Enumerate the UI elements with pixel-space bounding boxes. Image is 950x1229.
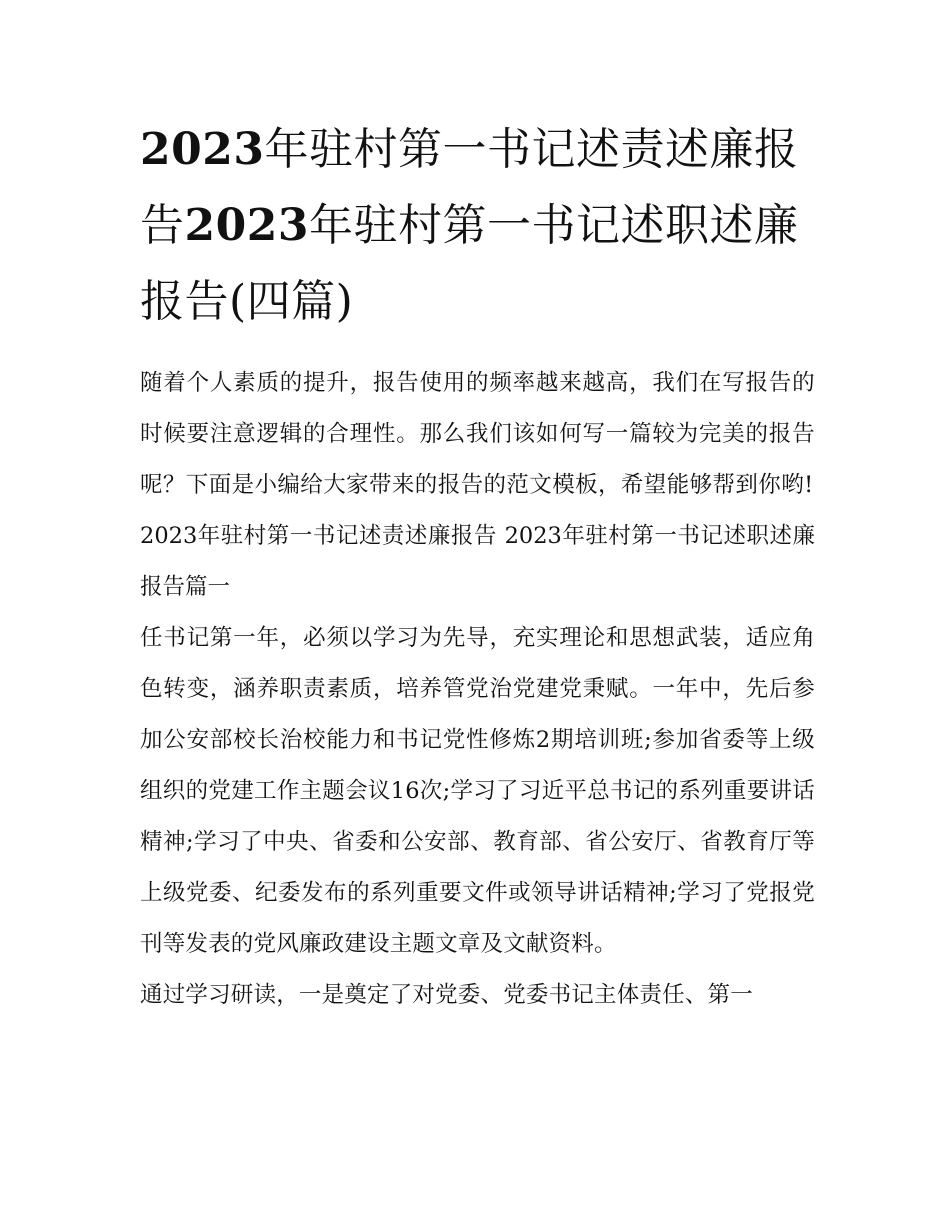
- document-page: [140, 112, 815, 1021]
- intro-paragraph: 随着个人素质的提升，报告使用的频率越来越高，我们在写报告的时候要注意逻辑的合理性。那么我们该如何写一篇较为完美的报告呢？下面是小编给大家带来的报告的范文模板，希望能够帮到你哟!: [140, 370, 815, 498]
- document-title: [140, 112, 815, 340]
- title-text-2: 年驻村第一书记述职述廉报告(四篇): [140, 200, 799, 327]
- title-year-1: 2023: [140, 124, 265, 175]
- title-year-2: 2023: [184, 200, 309, 251]
- body-paragraph-2: 通过学习研读，一是奠定了对党委、党委书记主体责任、第一: [140, 982, 753, 1008]
- title-text-1: 年驻村第一书记述责述廉报告: [140, 124, 799, 251]
- body-paragraph-1: 任书记第一年，必须以学习为先导，充实理论和思想武装，适应角色转变，涵养职责素质，培养管党治党建党秉赋。一年中，先后参加公安部校长治校能力和书记党性修炼2期培训班;参加省委等上级组织的党建工作主题会议16次;学习了习近平总书记的系列重要讲话精神;学习了中央、省委和公安部、教育部、省公安厅、省教育厅等上级党委、纪委发布的系列重要文件或领导讲话精神;学习了党报党刊等发表的党风廉政建设主题文章及文献资料。: [140, 625, 815, 957]
- section-heading: 2023年驻村第一书记述责述廉报告 2023年驻村第一书记述职述廉报告篇一: [140, 523, 815, 600]
